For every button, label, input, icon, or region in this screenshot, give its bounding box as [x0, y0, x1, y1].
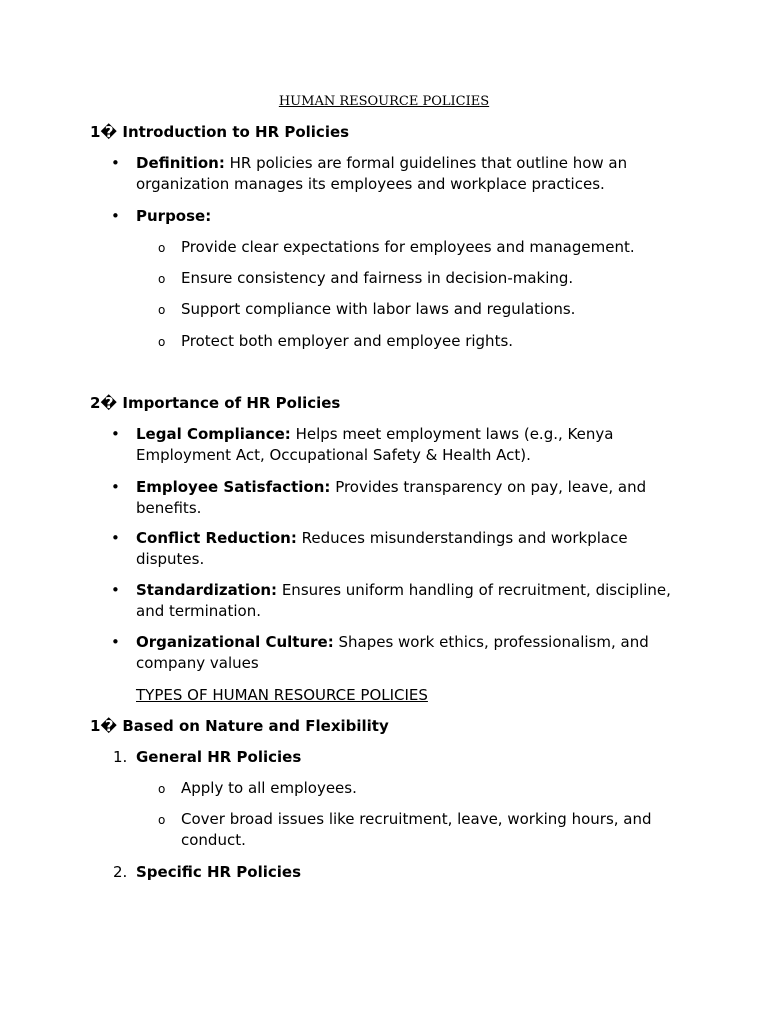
general-subitem: Cover broad issues like recruitment, leave, working hours, and conduct.: [181, 810, 652, 849]
importance-label: Employee Satisfaction:: [136, 478, 331, 496]
importance-text: Shapes work ethics, professionalism, and company values: [136, 633, 649, 672]
sub-bullet-marker: o: [158, 813, 166, 827]
bullet-marker: •: [111, 154, 120, 172]
general-policies-label: General HR Policies: [136, 748, 302, 766]
section-heading-introduction: 1� Introduction to HR Policies: [90, 123, 350, 141]
purpose-item: [136, 206, 696, 227]
section-heading-importance: 2� Importance of HR Policies: [90, 394, 341, 412]
bullet-marker: •: [111, 478, 120, 496]
document-title: HUMAN RESOURCE POLICIES: [278, 94, 490, 109]
section-heading-nature-flexibility: 1� Based on Nature and Flexibility: [90, 717, 389, 735]
list-number: 1.: [113, 748, 128, 766]
importance-item: [136, 580, 696, 622]
importance-text: Ensures uniform handling of recruitment, discipline, and termination.: [136, 581, 671, 620]
definition-item: [136, 153, 696, 195]
bullet-marker: •: [111, 633, 120, 651]
importance-item: [136, 424, 696, 466]
definition-label: Definition:: [136, 154, 225, 172]
sub-bullet-marker: o: [158, 782, 166, 796]
importance-item: [136, 632, 696, 674]
definition-text: HR policies are formal guidelines that outline how an organization manages its employees and workplace practices.: [136, 154, 628, 193]
importance-label: Legal Compliance:: [136, 425, 291, 443]
bullet-marker: •: [111, 207, 120, 225]
importance-label: Standardization:: [136, 581, 278, 599]
purpose-subitem: Provide clear expectations for employees and management.: [181, 238, 635, 256]
purpose-subitem: Support compliance with labor laws and regulations.: [181, 300, 576, 318]
types-heading: TYPES OF HUMAN RESOURCE POLICIES: [136, 686, 428, 704]
importance-text: Provides transparency on pay, leave, and benefits.: [136, 478, 647, 517]
numbered-item-specific: [136, 862, 696, 883]
purpose-label: Purpose:: [136, 207, 212, 225]
bullet-marker: •: [111, 581, 120, 599]
sub-bullet-marker: o: [158, 272, 166, 286]
importance-label: Organizational Culture:: [136, 633, 334, 651]
importance-item: [136, 477, 696, 519]
list-number: 2.: [113, 863, 128, 881]
sub-bullet-marker: o: [158, 303, 166, 317]
sub-bullet-marker: o: [158, 335, 166, 349]
purpose-subitem: Ensure consistency and fairness in decision-making.: [181, 269, 574, 287]
bullet-marker: •: [111, 529, 120, 547]
specific-policies-label: Specific HR Policies: [136, 863, 302, 881]
importance-text: Reduces misunderstandings and workplace disputes.: [136, 529, 628, 568]
numbered-item-general: [136, 747, 696, 768]
importance-item: [136, 528, 696, 570]
importance-text: Helps meet employment laws (e.g., Kenya Employment Act, Occupational Safety & Health Act).: [136, 425, 614, 464]
sub-bullet-marker: o: [158, 241, 166, 255]
importance-label: Conflict Reduction:: [136, 529, 297, 547]
purpose-subitem: Protect both employer and employee rights.: [181, 332, 514, 350]
general-subitem: Apply to all employees.: [181, 779, 357, 797]
bullet-marker: •: [111, 425, 120, 443]
